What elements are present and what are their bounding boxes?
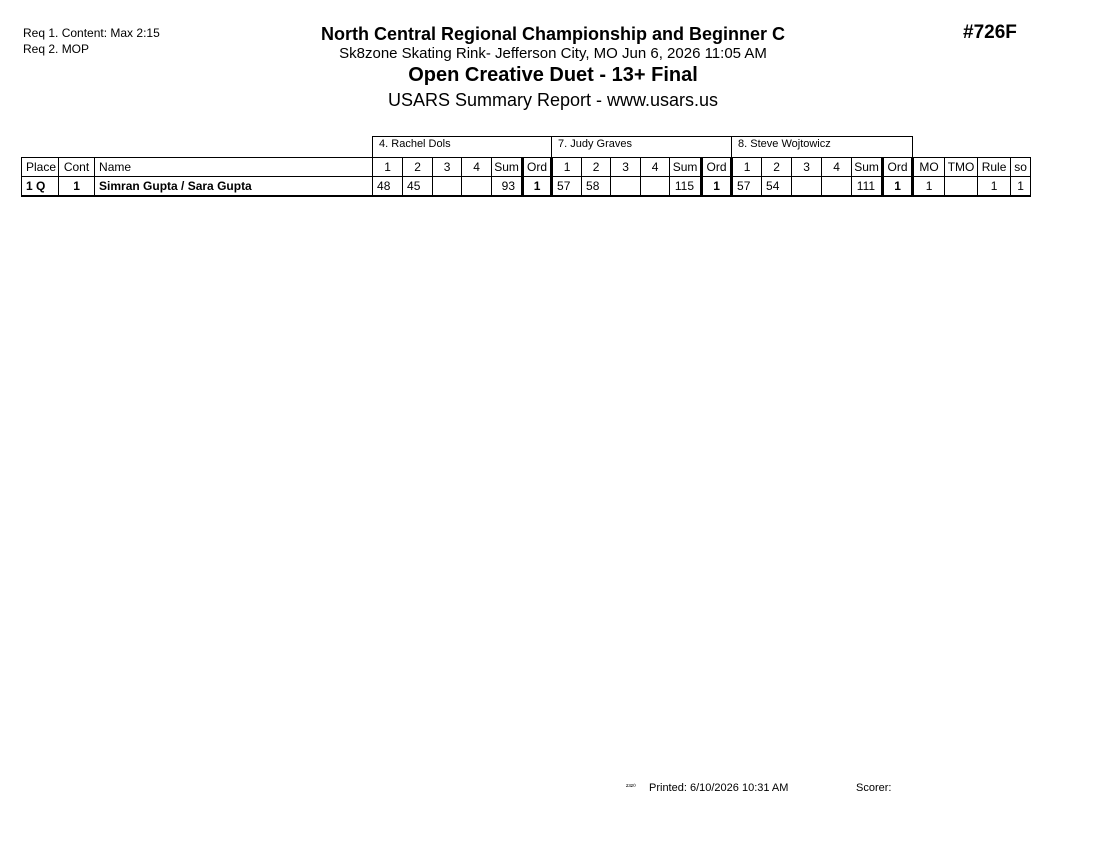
- requirement-2: Req 2. MOP: [23, 42, 90, 56]
- j2-ord-header: Ord: [702, 158, 732, 177]
- j2-ord-cell: 1: [702, 177, 732, 196]
- j3-sum-header: Sum: [852, 158, 883, 177]
- event-title: Open Creative Duet - 13+ Final: [408, 64, 698, 86]
- mo-cell: 1: [913, 177, 945, 196]
- so-cell: 1: [1011, 177, 1031, 196]
- j2-score-4-header: 4: [641, 158, 670, 177]
- results-table: [21, 136, 1031, 197]
- rule-cell: 1: [978, 177, 1011, 196]
- j3-score-4-header: 4: [822, 158, 852, 177]
- j1-sum-header: Sum: [492, 158, 523, 177]
- j1-score-4-cell: [462, 177, 492, 196]
- j3-ord-cell: 1: [883, 177, 913, 196]
- j2-sum-cell: 115: [670, 177, 702, 196]
- requirement-1: Req 1. Content: Max 2:15: [23, 26, 160, 40]
- mo-header: MO: [913, 158, 945, 177]
- scorer-label: Scorer:: [856, 782, 892, 794]
- rule-header: Rule: [978, 158, 1011, 177]
- judge-header-row: [22, 137, 1031, 158]
- column-header-row: [22, 158, 1031, 177]
- place-cell: 1 Q: [22, 177, 59, 196]
- name-header: Name: [95, 158, 373, 177]
- tmo-cell: [945, 177, 978, 196]
- cont-cell: 1: [59, 177, 95, 196]
- j1-score-3-header: 3: [433, 158, 462, 177]
- j3-ord-header: Ord: [883, 158, 913, 177]
- j2-score-2-cell: 58: [582, 177, 611, 196]
- j2-sum-header: Sum: [670, 158, 702, 177]
- j1-score-1-header: 1: [373, 158, 403, 177]
- j2-score-3-header: 3: [611, 158, 641, 177]
- j3-score-3-header: 3: [792, 158, 822, 177]
- skater-name-cell: Simran Gupta / Sara Gupta: [95, 177, 373, 196]
- footer-code: ²³²⁰: [626, 784, 636, 791]
- j1-ord-header: Ord: [523, 158, 552, 177]
- tmo-header: TMO: [945, 158, 978, 177]
- j2-score-1-header: 1: [552, 158, 582, 177]
- table-row: [22, 177, 1031, 196]
- place-header: Place: [22, 158, 59, 177]
- judge-1-name: 4. Rachel Dols: [373, 137, 552, 158]
- j2-score-2-header: 2: [582, 158, 611, 177]
- j1-sum-cell: 93: [492, 177, 523, 196]
- report-title: USARS Summary Report - www.usars.us: [387, 90, 719, 110]
- judge-3-name: 8. Steve Wojtowicz: [732, 137, 913, 158]
- j1-score-2-cell: 45: [403, 177, 433, 196]
- printed-timestamp: Printed: 6/10/2026 10:31 AM: [649, 782, 789, 794]
- j1-score-3-cell: [433, 177, 462, 196]
- j2-score-1-cell: 57: [552, 177, 582, 196]
- j3-score-2-cell: 54: [762, 177, 792, 196]
- event-number: #726F: [963, 22, 1017, 43]
- j1-score-2-header: 2: [403, 158, 433, 177]
- j1-ord-cell: 1: [523, 177, 552, 196]
- judge-2-name: 7. Judy Graves: [552, 137, 732, 158]
- j3-score-1-header: 1: [732, 158, 762, 177]
- j1-score-4-header: 4: [462, 158, 492, 177]
- venue-line: Sk8zone Skating Rink- Jefferson City, MO Jun 6, 2026 11:05 AM: [339, 45, 767, 62]
- j2-score-4-cell: [641, 177, 670, 196]
- j2-score-3-cell: [611, 177, 641, 196]
- j3-score-1-cell: 57: [732, 177, 762, 196]
- j3-score-2-header: 2: [762, 158, 792, 177]
- cont-header: Cont: [59, 158, 95, 177]
- j3-score-3-cell: [792, 177, 822, 196]
- j1-score-1-cell: 48: [373, 177, 403, 196]
- championship-title: North Central Regional Championship and Beginner C: [320, 24, 786, 44]
- j3-score-4-cell: [822, 177, 852, 196]
- j3-sum-cell: 111: [852, 177, 883, 196]
- so-header: so: [1011, 158, 1031, 177]
